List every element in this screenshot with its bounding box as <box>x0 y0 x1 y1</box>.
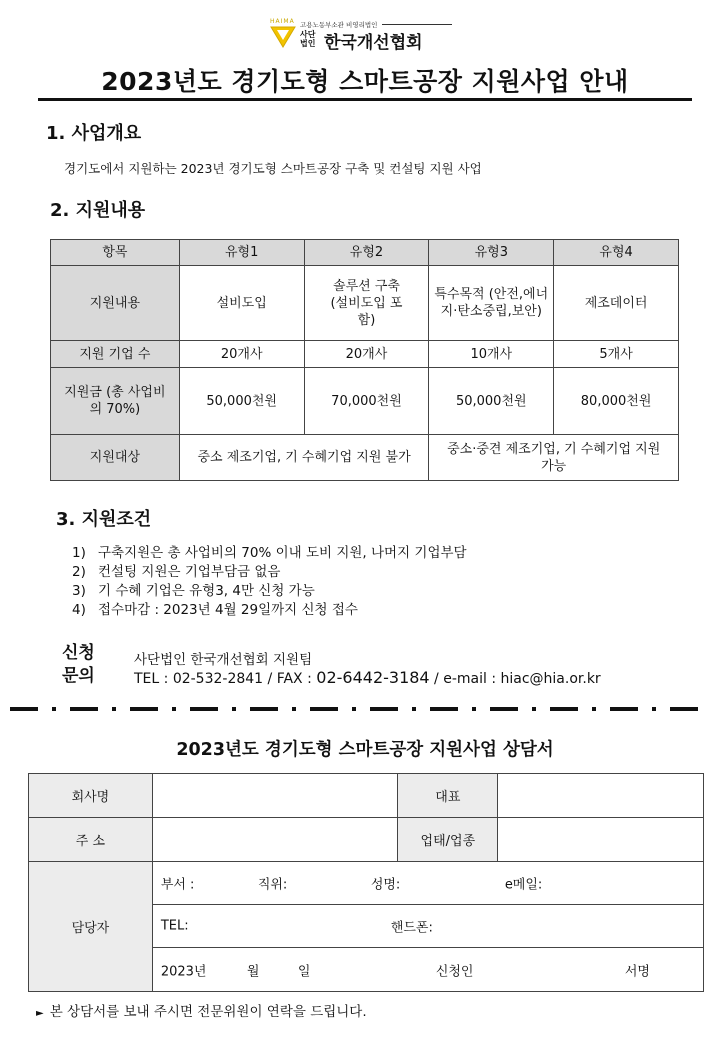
table-cell: 5개사 <box>554 341 679 368</box>
table-row <box>51 266 679 341</box>
table-cell: 중소·중견 제조기업, 기 수혜기업 지원 가능 <box>429 435 679 481</box>
table-header-cell: 유형3 <box>429 240 554 266</box>
section-overview-heading: 1. 사업개요 <box>46 123 142 144</box>
name-label: 성명: <box>370 877 401 893</box>
contact-label <box>62 642 95 688</box>
company-name-input[interactable] <box>152 774 398 818</box>
contact-details <box>134 668 601 687</box>
list-item-text: 기 수혜 기업은 유형3, 4만 신청 가능 <box>98 583 315 599</box>
row-label: 지원금 (총 사업비의 70%) <box>51 368 180 435</box>
table-cell: 10개사 <box>429 341 554 368</box>
footnote-text: 본 상담서를 보내 주시면 전문위원이 연락을 드립니다. <box>49 1004 367 1020</box>
row-label: 지원내용 <box>51 266 180 341</box>
business-type-input[interactable] <box>498 818 704 862</box>
table-row <box>29 818 704 862</box>
title-underline <box>38 98 692 101</box>
table-cell: 특수목적 (안전,에너지·탄소중립,보안) <box>429 266 554 341</box>
organization-logo <box>270 18 460 52</box>
cut-line-divider <box>10 702 710 716</box>
position-label: 직위: <box>257 877 288 893</box>
table-cell: 제조데이터 <box>554 266 679 341</box>
table-row <box>29 862 704 905</box>
logo-kind-line1: 사단 <box>300 30 316 39</box>
contact-tel-fax: TEL : 02-532-2841 / FAX : <box>134 671 317 687</box>
list-item-number: 1) <box>72 545 86 561</box>
logo-org-name: 한국개선협회 <box>324 33 423 53</box>
conditions-list <box>72 544 467 620</box>
logo-kind-line2: 법인 <box>300 39 316 48</box>
ceo-label: 대표 <box>398 774 498 818</box>
phone-field[interactable] <box>152 905 703 948</box>
table-header-row <box>51 240 679 266</box>
section-conditions-heading: 3. 지원조건 <box>56 509 152 530</box>
list-item-text: 접수마감 : 2023년 4월 29일까지 신청 접수 <box>98 602 358 618</box>
consultation-form-table <box>28 773 704 992</box>
table-header-cell: 유형1 <box>179 240 304 266</box>
list-item <box>72 582 467 601</box>
list-item-number: 4) <box>72 602 86 618</box>
table-row <box>51 341 679 368</box>
table-cell: 중소 제조기업, 기 수혜기업 지원 불가 <box>179 435 429 481</box>
contact-label-inquiry: 문의 <box>62 666 95 686</box>
list-item-text: 구축지원은 총 사업비의 70% 이내 도비 지원, 나머지 기업부담 <box>98 545 467 561</box>
dept-label: 부서 : <box>160 877 195 893</box>
table-header-cell: 유형4 <box>554 240 679 266</box>
logo-kind <box>300 30 322 48</box>
signature-label: 서명 <box>624 964 650 979</box>
list-item-number: 2) <box>72 564 86 580</box>
logo-haima-text: HAIMA <box>270 18 295 25</box>
logo-triangle-icon <box>270 26 296 48</box>
table-cell: 70,000천원 <box>304 368 429 435</box>
mobile-label: 핸드폰: <box>390 920 433 936</box>
footnote <box>36 1000 367 1020</box>
table-cell: 설비도입 <box>179 266 304 341</box>
email-label: e메일: <box>504 877 543 893</box>
table-cell: 20개사 <box>304 341 429 368</box>
table-cell: 80,000천원 <box>554 368 679 435</box>
contact-fax-number: 02-6442-3184 <box>316 668 430 687</box>
section-overview-text: 경기도에서 지원하는 2023년 경기도형 스마트공장 구축 및 컨설팅 지원 사업 <box>64 161 482 176</box>
applicant-label: 신청인 <box>435 964 474 979</box>
contact-email: / e-mail : hiac@hia.or.kr <box>429 671 601 687</box>
table-row <box>51 368 679 435</box>
list-item <box>72 544 467 563</box>
table-cell: 50,000천원 <box>429 368 554 435</box>
list-item-number: 3) <box>72 583 86 599</box>
table-cell: 50,000천원 <box>179 368 304 435</box>
table-header-cell: 항목 <box>51 240 180 266</box>
date-month: 월 <box>246 964 260 979</box>
list-item-text: 컨설팅 지원은 기업부담금 없음 <box>98 564 281 580</box>
date-year: 2023년 <box>160 964 207 979</box>
company-name-label: 회사명 <box>29 774 153 818</box>
signature-field[interactable] <box>152 948 703 992</box>
address-label: 주 소 <box>29 818 153 862</box>
section-support-heading: 2. 지원내용 <box>50 200 146 221</box>
list-item <box>72 601 467 620</box>
contact-team: 사단법인 한국개선협회 지원팀 <box>134 652 313 668</box>
business-type-label: 업태/업종 <box>398 818 498 862</box>
row-label: 지원 기업 수 <box>51 341 180 368</box>
table-header-cell: 유형2 <box>304 240 429 266</box>
address-input[interactable] <box>152 818 398 862</box>
arrow-right-icon: ► <box>36 1008 44 1019</box>
table-cell: 솔루션 구축 (설비도입 포함) <box>304 266 429 341</box>
row-label: 지원대상 <box>51 435 180 481</box>
ceo-input[interactable] <box>498 774 704 818</box>
support-table <box>50 239 679 481</box>
date-day: 일 <box>297 964 311 979</box>
tel-label: TEL: <box>160 918 189 934</box>
manager-label: 담당자 <box>29 862 153 992</box>
form-title: 2023년도 경기도형 스마트공장 지원사업 상담서 <box>176 740 554 760</box>
contact-label-apply: 신청 <box>62 643 95 663</box>
page-title: 2023년도 경기도형 스마트공장 지원사업 안내 <box>101 67 629 96</box>
table-row <box>51 435 679 481</box>
table-cell: 20개사 <box>179 341 304 368</box>
manager-info-field[interactable] <box>152 862 703 905</box>
logo-sub-text: 고용노동부소관 비영리법인 <box>300 21 378 29</box>
table-row <box>29 774 704 818</box>
list-item <box>72 563 467 582</box>
logo-divider <box>382 24 452 25</box>
